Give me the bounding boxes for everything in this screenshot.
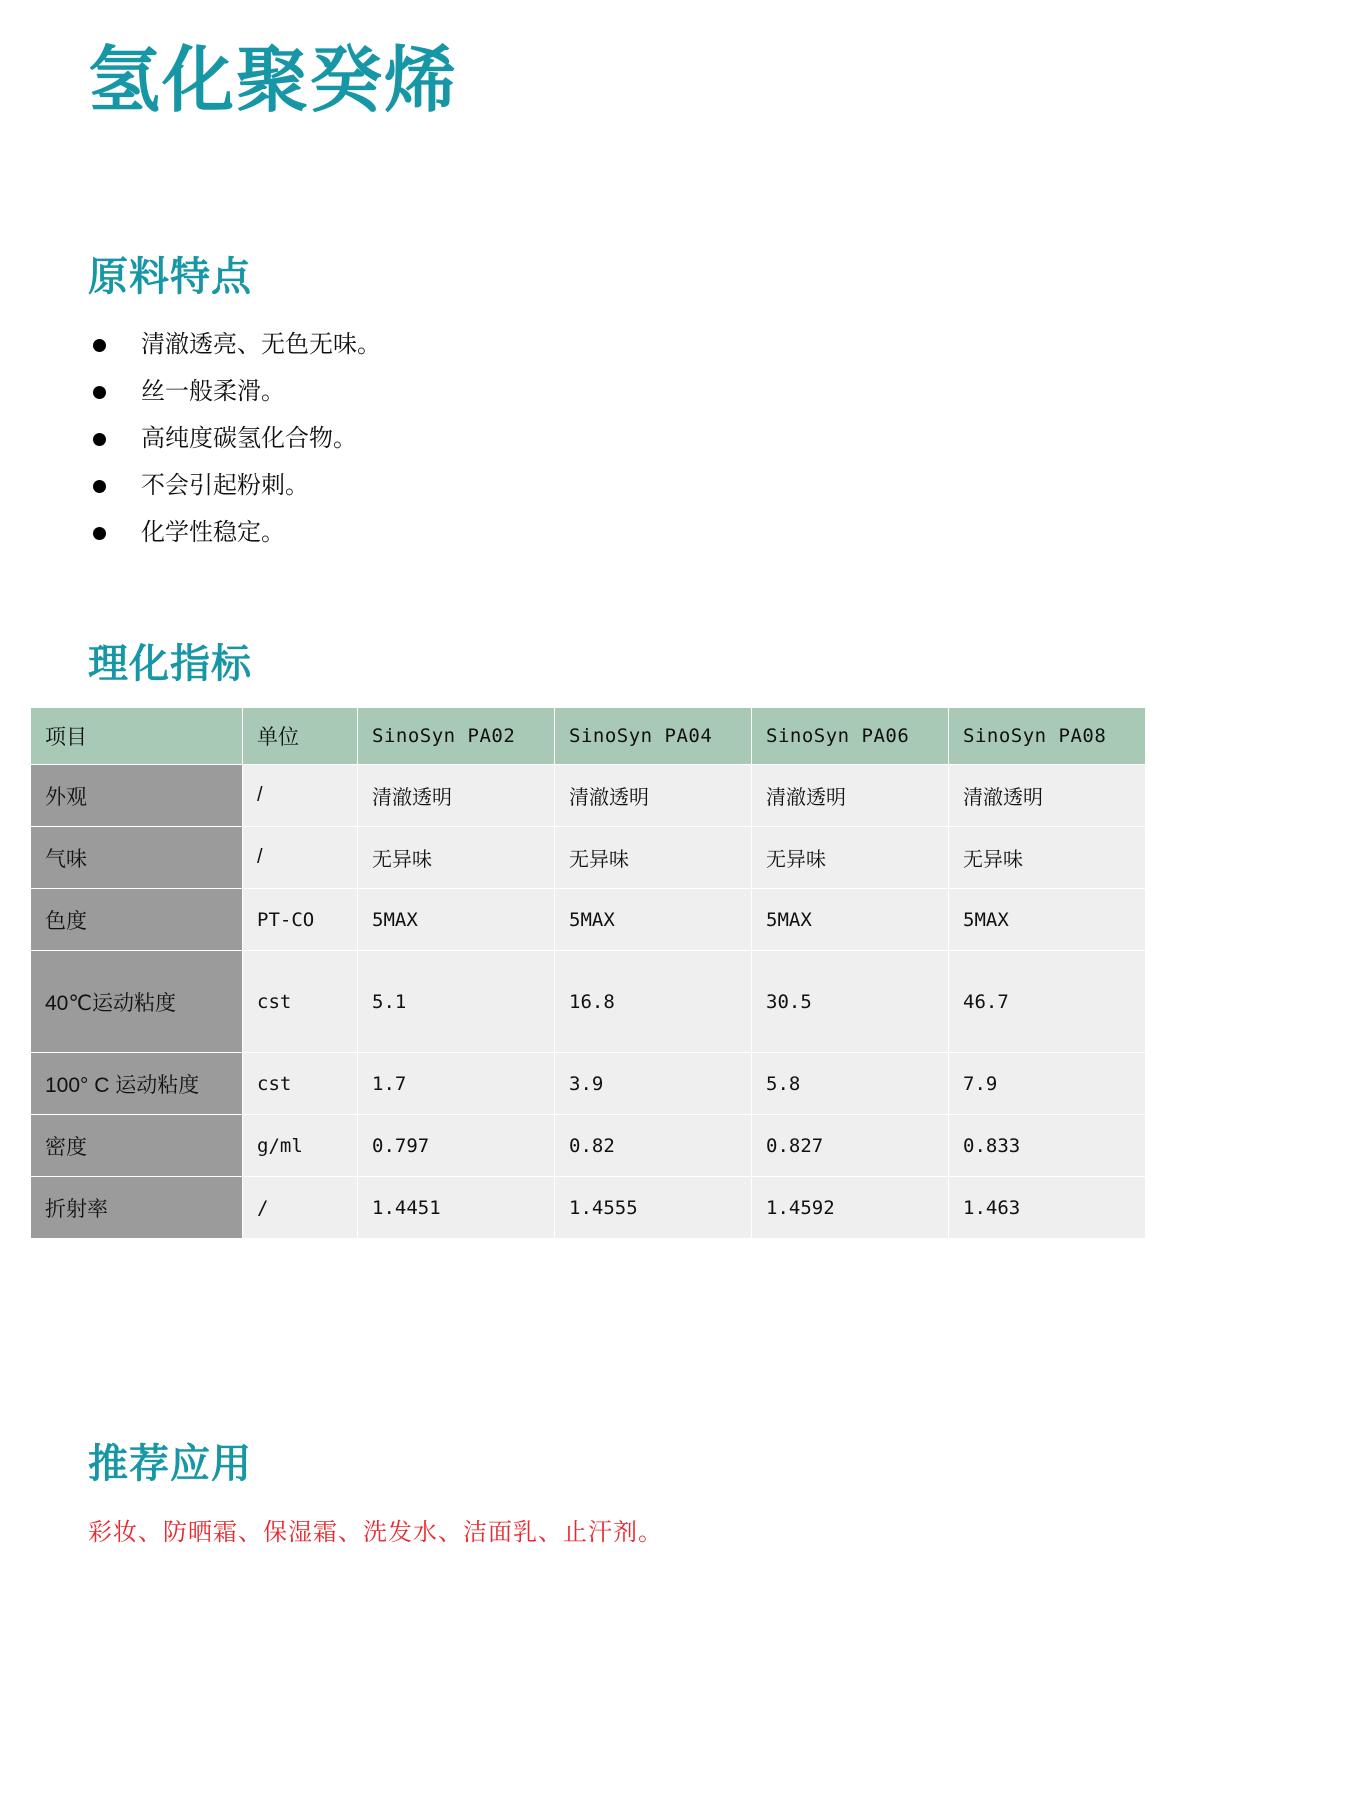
- column-header-pa06: SinoSyn PA06: [752, 708, 949, 765]
- table-row: [31, 1177, 1146, 1239]
- cell-value-pa06: 30.5: [752, 951, 949, 1053]
- cell-item: 气味: [31, 827, 243, 889]
- table-header: [31, 708, 1146, 765]
- cell-item: 密度: [31, 1115, 243, 1177]
- specs-table-container: [30, 707, 1145, 1239]
- cell-value-pa08: 5MAX: [949, 889, 1146, 951]
- cell-value-pa08: 无异味: [949, 827, 1146, 889]
- cell-item: 外观: [31, 765, 243, 827]
- column-header-pa04: SinoSyn PA04: [555, 708, 752, 765]
- cell-value-pa06: 无异味: [752, 827, 949, 889]
- cell-value-pa08: 清澈透明: [949, 765, 1146, 827]
- cell-unit: /: [243, 765, 358, 827]
- cell-value-pa02: 1.4451: [358, 1177, 555, 1239]
- table-row: [31, 1115, 1146, 1177]
- cell-value-pa04: 1.4555: [555, 1177, 752, 1239]
- cell-unit: cst: [243, 951, 358, 1053]
- cell-value-pa02: 无异味: [358, 827, 555, 889]
- list-item: [88, 463, 788, 510]
- cell-value-pa08: 7.9: [949, 1053, 1146, 1115]
- cell-value-pa04: 0.82: [555, 1115, 752, 1177]
- column-header-unit: 单位: [243, 708, 358, 765]
- cell-value-pa08: 46.7: [949, 951, 1146, 1053]
- bullet-icon: [93, 480, 106, 493]
- bullet-icon: [93, 339, 106, 352]
- page-title: 氢化聚癸烯: [88, 41, 459, 121]
- list-item: [88, 416, 788, 463]
- bullet-icon: [93, 386, 106, 399]
- cell-unit: /: [243, 827, 358, 889]
- specs-table: [30, 707, 1146, 1239]
- feature-text: 清澈透亮、无色无味。: [141, 331, 381, 359]
- feature-text: 化学性稳定。: [141, 519, 285, 547]
- table-row: [31, 765, 1146, 827]
- cell-value-pa06: 5MAX: [752, 889, 949, 951]
- applications-section-heading: 推荐应用: [88, 1442, 252, 1486]
- cell-value-pa06: 0.827: [752, 1115, 949, 1177]
- cell-value-pa02: 0.797: [358, 1115, 555, 1177]
- column-header-pa02: SinoSyn PA02: [358, 708, 555, 765]
- table-body: [31, 765, 1146, 1239]
- cell-value-pa06: 1.4592: [752, 1177, 949, 1239]
- table-row: [31, 827, 1146, 889]
- cell-unit: PT-CO: [243, 889, 358, 951]
- cell-value-pa04: 清澈透明: [555, 765, 752, 827]
- cell-value-pa02: 5MAX: [358, 889, 555, 951]
- table-row: [31, 1053, 1146, 1115]
- cell-value-pa08: 0.833: [949, 1115, 1146, 1177]
- cell-unit: cst: [243, 1053, 358, 1115]
- feature-text: 不会引起粉刺。: [141, 472, 309, 500]
- features-list: [88, 322, 788, 557]
- cell-value-pa02: 5.1: [358, 951, 555, 1053]
- feature-text: 丝一般柔滑。: [141, 378, 285, 406]
- cell-unit: g/ml: [243, 1115, 358, 1177]
- column-header-pa08: SinoSyn PA08: [949, 708, 1146, 765]
- table-row: [31, 889, 1146, 951]
- cell-value-pa06: 5.8: [752, 1053, 949, 1115]
- cell-value-pa08: 1.463: [949, 1177, 1146, 1239]
- cell-value-pa02: 1.7: [358, 1053, 555, 1115]
- cell-value-pa02: 清澈透明: [358, 765, 555, 827]
- column-header-item: 项目: [31, 708, 243, 765]
- applications-text: 彩妆、防晒霜、保湿霜、洗发水、洁面乳、止汗剂。: [88, 1519, 663, 1546]
- bullet-icon: [93, 433, 106, 446]
- cell-unit: /: [243, 1177, 358, 1239]
- cell-item: 折射率: [31, 1177, 243, 1239]
- cell-value-pa04: 5MAX: [555, 889, 752, 951]
- specs-section-heading: 理化指标: [88, 642, 252, 686]
- cell-value-pa04: 3.9: [555, 1053, 752, 1115]
- bullet-icon: [93, 527, 106, 540]
- cell-item: 100° C 运动粘度: [31, 1053, 243, 1115]
- feature-text: 高纯度碳氢化合物。: [141, 425, 357, 453]
- cell-value-pa04: 无异味: [555, 827, 752, 889]
- table-header-row: [31, 708, 1146, 765]
- cell-value-pa04: 16.8: [555, 951, 752, 1053]
- table-row: [31, 951, 1146, 1053]
- list-item: [88, 510, 788, 557]
- list-item: [88, 322, 788, 369]
- cell-value-pa06: 清澈透明: [752, 765, 949, 827]
- cell-item: 40℃运动粘度: [31, 951, 243, 1053]
- cell-item: 色度: [31, 889, 243, 951]
- features-section-heading: 原料特点: [88, 255, 252, 299]
- list-item: [88, 369, 788, 416]
